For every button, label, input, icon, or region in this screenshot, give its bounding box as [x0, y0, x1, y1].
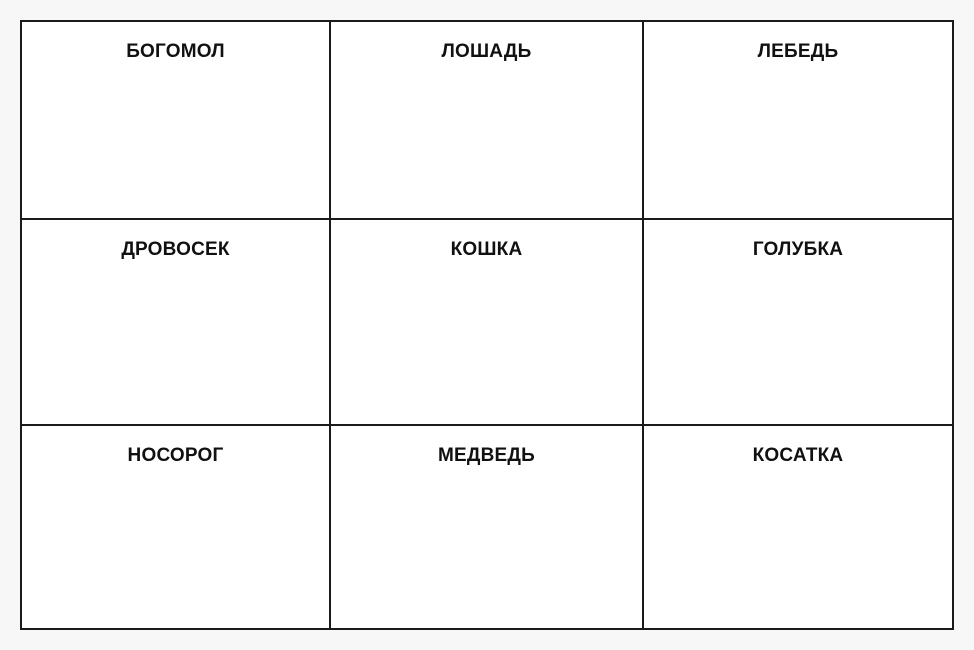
grid-cell [22, 426, 331, 628]
cell-word: ГОЛУБКА [752, 239, 844, 260]
grid-cell [644, 22, 952, 220]
grid-cell [331, 22, 644, 220]
cell-word: ЛЕБЕДЬ [757, 41, 839, 62]
cell-word: НОСОРОГ [127, 445, 224, 466]
cell-word: БОГОМОЛ [126, 41, 225, 62]
cell-word: КОШКА [450, 239, 523, 260]
cell-word: КОСАТКА [752, 445, 844, 466]
grid-cell [331, 426, 644, 628]
cell-word: ДРОВОСЕК [121, 239, 230, 260]
grid-cell [331, 220, 644, 426]
grid-cell [644, 220, 952, 426]
grid-cell [644, 426, 952, 628]
word-grid [20, 20, 954, 630]
cell-word: ЛОШАДЬ [441, 41, 532, 62]
grid-cell [22, 22, 331, 220]
cell-word: МЕДВЕДЬ [437, 445, 536, 466]
grid-cell [22, 220, 331, 426]
